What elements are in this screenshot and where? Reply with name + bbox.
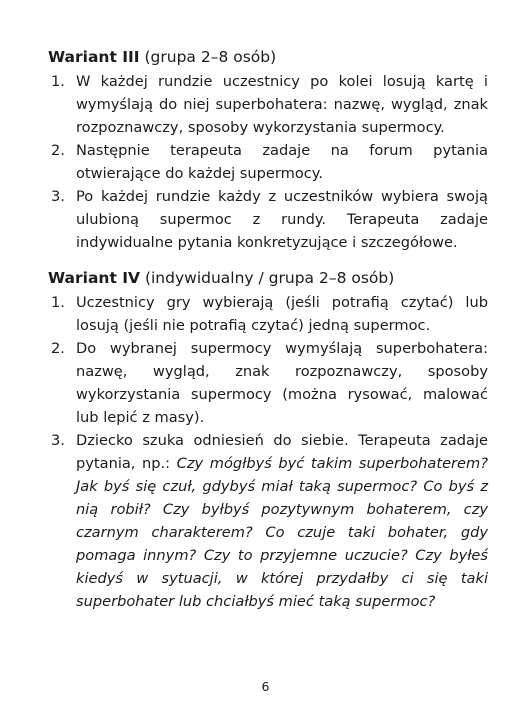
- item-number: 3.: [51, 432, 65, 449]
- item-italic-text: Czy mógłbyś być takim superbohaterem? Jak byś się czuł, gdybyś miał taką supermoc? Co byś z nią robił? Czy byłbyś pozytywnym bohaterem, czy czarnym charakterem? Co czuje taki bohater, gdy pomaga innym? Czy to przyjemne uczucie? Czy byłeś kiedyś w sytuacji, w której przydałby ci się taki superbohater lub chciałbyś mieć taką supermoc?: [76, 455, 488, 610]
- list-item: [48, 139, 488, 185]
- item-number: 2.: [51, 340, 65, 357]
- item-text: Do wybranej supermocy wymyślają superbohatera: nazwę, wygląd, znak rozpoznawczy, sposoby wykorzystania supermocy (można rysować, malować lub lepić z masy).: [76, 340, 488, 426]
- list-item: [48, 70, 488, 139]
- section-subtitle: (indywidualny / grupa 2–8 osób): [140, 269, 395, 287]
- item-text: Po każdej rundzie każdy z uczestników wybiera swoją ulubioną supermoc z rundy. Terapeuta zadaje indywidualne pytania konkretyzujące i szczegółowe.: [76, 188, 488, 251]
- item-number: 1.: [51, 73, 65, 90]
- section-title: Wariant III: [48, 48, 140, 66]
- item-text: Uczestnicy gry wybierają (jeśli potrafią czytać) lub losują (jeśli nie potrafią czytać) jedną supermoc.: [76, 294, 488, 334]
- list-item: [48, 337, 488, 429]
- section-subtitle: (grupa 2–8 osób): [139, 48, 277, 66]
- item-number: 3.: [51, 188, 65, 205]
- list-item: [48, 185, 488, 254]
- list-item: [48, 429, 488, 613]
- section-heading: [48, 267, 488, 290]
- section-wariant-iv: [48, 267, 488, 613]
- item-text: W każdej rundzie uczestnicy po kolei losują kartę i wymyślają do niej superbohatera: nazwę, wygląd, znak rozpoznawczy, sposoby wykorzystania supermocy.: [76, 73, 488, 136]
- page-number: 6: [261, 679, 270, 694]
- item-number: 1.: [51, 294, 65, 311]
- numbered-list: [48, 291, 488, 613]
- section-title: Wariant IV: [48, 269, 141, 287]
- item-text: Następnie terapeuta zadaje na forum pytania otwierające do każdej supermocy.: [76, 142, 488, 182]
- list-item: [48, 291, 488, 337]
- section-wariant-iii: [48, 46, 488, 254]
- section-heading: [48, 46, 488, 69]
- item-number: 2.: [51, 142, 65, 159]
- item-text: Dziecko szuka odniesień do siebie. Terapeuta zadaje pytania, np.:: [76, 432, 488, 472]
- numbered-list: [48, 70, 488, 254]
